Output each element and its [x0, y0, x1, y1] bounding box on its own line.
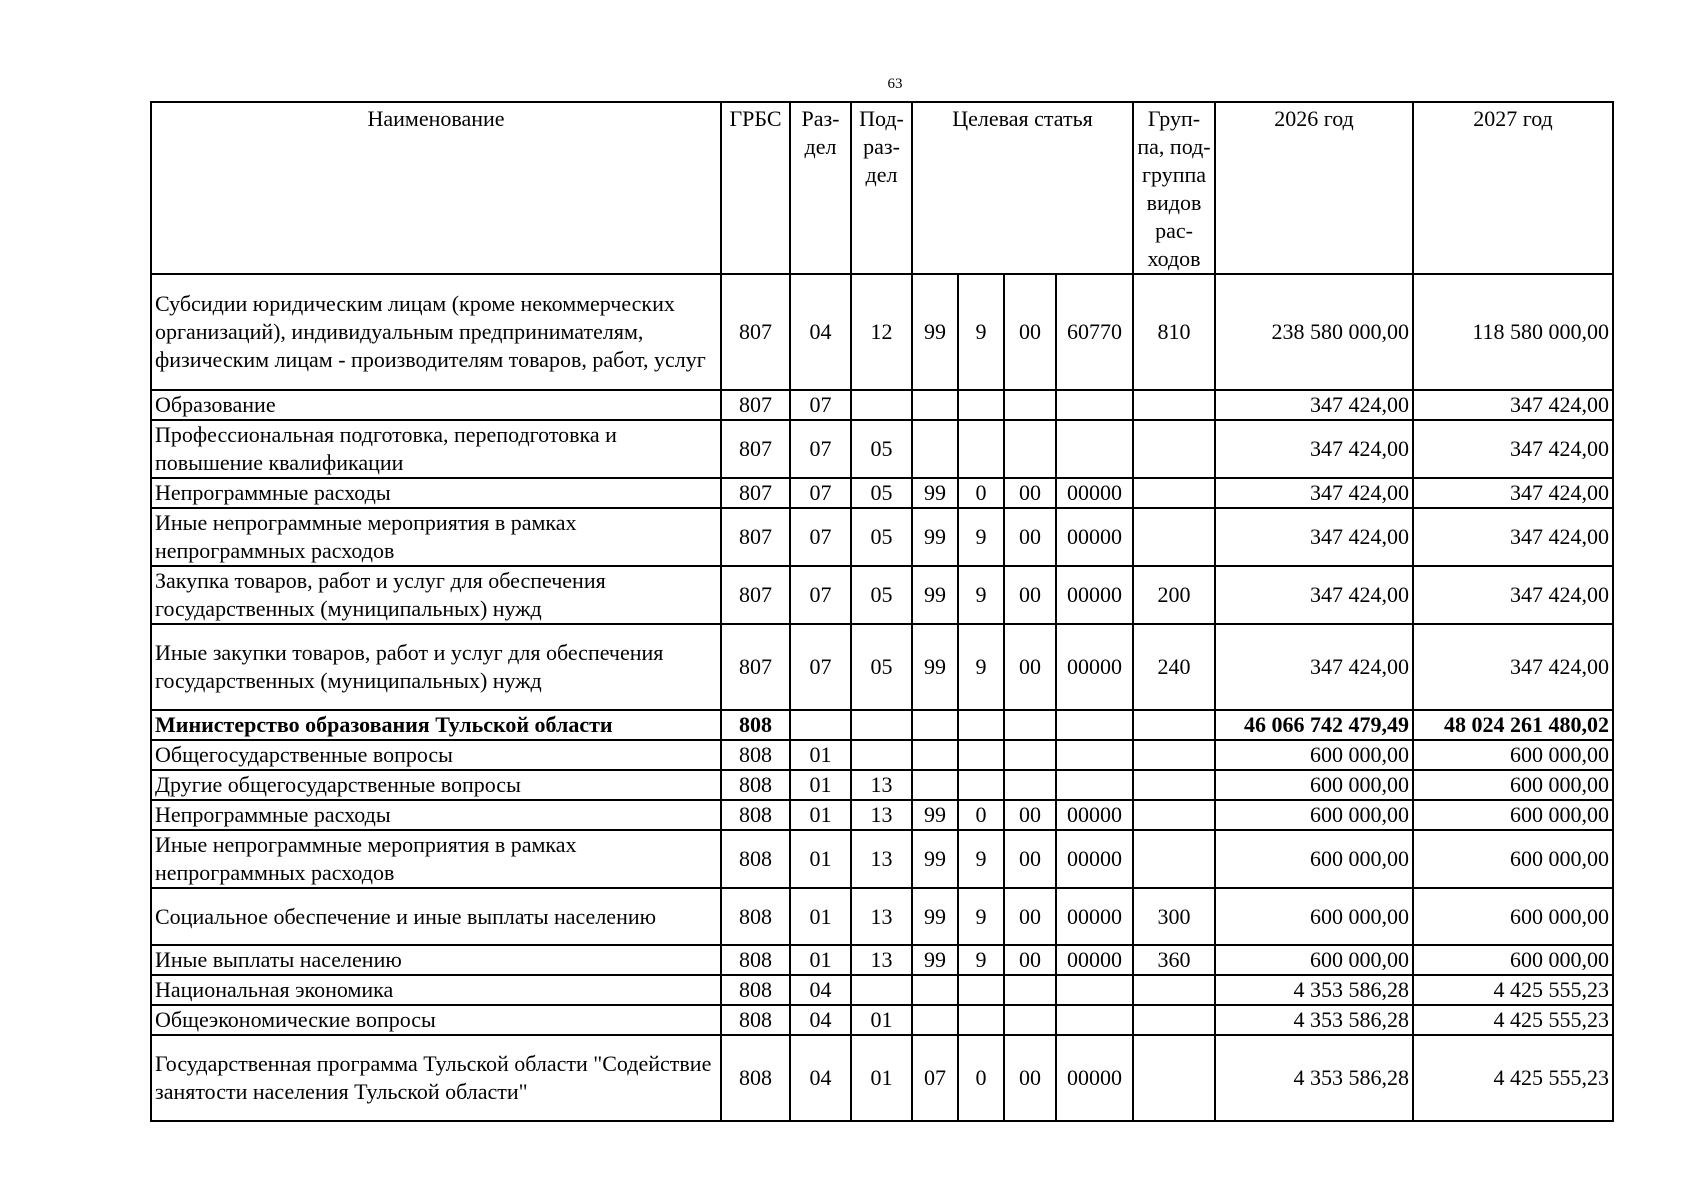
row-amount-2026: 600 000,00 — [1215, 770, 1413, 800]
row-target-program — [912, 770, 958, 800]
row-amount-2026: 347 424,00 — [1215, 390, 1413, 420]
row-target-code: 00000 — [1056, 566, 1133, 624]
header-year-2026: 2026 год — [1215, 102, 1413, 274]
row-target-direction: 00 — [1004, 800, 1056, 830]
row-amount-2027: 600 000,00 — [1413, 800, 1613, 830]
row-expense-group — [1133, 1035, 1215, 1121]
row-razdel — [790, 710, 851, 740]
row-expense-group — [1133, 508, 1215, 566]
row-grbs: 807 — [721, 624, 790, 710]
row-target-code — [1056, 420, 1133, 478]
row-amount-2027: 347 424,00 — [1413, 420, 1613, 478]
row-expense-group — [1133, 478, 1215, 508]
row-target-type: 9 — [958, 508, 1004, 566]
table-row — [151, 420, 1613, 478]
row-expense-group — [1133, 1005, 1215, 1035]
row-target-direction: 00 — [1004, 274, 1056, 390]
row-target-type: 0 — [958, 800, 1004, 830]
table-row — [151, 830, 1613, 888]
row-name: Общегосударственные вопросы — [151, 740, 721, 770]
table-row — [151, 770, 1613, 800]
row-amount-2026: 600 000,00 — [1215, 740, 1413, 770]
row-target-type: 9 — [958, 624, 1004, 710]
row-amount-2027: 4 425 555,23 — [1413, 1005, 1613, 1035]
row-podrazdel: 13 — [851, 770, 912, 800]
row-podrazdel — [851, 390, 912, 420]
row-target-code: 00000 — [1056, 508, 1133, 566]
row-target-type: 9 — [958, 945, 1004, 975]
row-name: Иные выплаты населению — [151, 945, 721, 975]
row-target-program — [912, 975, 958, 1005]
row-amount-2026: 600 000,00 — [1215, 800, 1413, 830]
row-amount-2026: 600 000,00 — [1215, 830, 1413, 888]
row-target-code: 00000 — [1056, 830, 1133, 888]
row-target-direction — [1004, 420, 1056, 478]
row-podrazdel: 05 — [851, 624, 912, 710]
table-row — [151, 478, 1613, 508]
row-amount-2026: 4 353 586,28 — [1215, 1035, 1413, 1121]
row-target-program: 99 — [912, 888, 958, 945]
row-target-direction — [1004, 390, 1056, 420]
row-grbs: 807 — [721, 478, 790, 508]
row-target-code — [1056, 740, 1133, 770]
row-razdel: 04 — [790, 274, 851, 390]
row-podrazdel — [851, 740, 912, 770]
row-amount-2026: 347 424,00 — [1215, 508, 1413, 566]
row-target-direction: 00 — [1004, 624, 1056, 710]
header-grbs: ГРБС — [721, 102, 790, 274]
row-target-code: 00000 — [1056, 800, 1133, 830]
row-name: Профессиональная подготовка, переподготовка и повышение квалификации — [151, 420, 721, 478]
row-target-type: 9 — [958, 274, 1004, 390]
row-target-program: 99 — [912, 274, 958, 390]
row-podrazdel — [851, 710, 912, 740]
row-amount-2027: 347 424,00 — [1413, 390, 1613, 420]
row-name: Закупка товаров, работ и услуг для обеспечения государственных (муниципальных) нужд — [151, 566, 721, 624]
row-grbs: 808 — [721, 888, 790, 945]
row-target-program — [912, 420, 958, 478]
row-expense-group — [1133, 390, 1215, 420]
row-target-program: 99 — [912, 945, 958, 975]
row-target-direction — [1004, 740, 1056, 770]
row-target-direction: 00 — [1004, 478, 1056, 508]
row-name: Министерство образования Тульской области — [151, 710, 721, 740]
row-amount-2026: 4 353 586,28 — [1215, 1005, 1413, 1035]
row-target-code — [1056, 975, 1133, 1005]
row-grbs: 807 — [721, 566, 790, 624]
row-name: Иные непрограммные мероприятия в рамках непрограммных расходов — [151, 508, 721, 566]
row-grbs: 808 — [721, 830, 790, 888]
row-target-type: 9 — [958, 566, 1004, 624]
row-grbs: 807 — [721, 274, 790, 390]
row-name: Иные закупки товаров, работ и услуг для обеспечения государственных (муниципальных) нужд — [151, 624, 721, 710]
row-target-direction: 00 — [1004, 888, 1056, 945]
row-amount-2026: 46 066 742 479,49 — [1215, 710, 1413, 740]
row-expense-group: 240 — [1133, 624, 1215, 710]
row-grbs: 808 — [721, 975, 790, 1005]
row-razdel: 04 — [790, 975, 851, 1005]
row-podrazdel: 05 — [851, 478, 912, 508]
row-grbs: 808 — [721, 710, 790, 740]
row-razdel: 01 — [790, 888, 851, 945]
row-target-type: 0 — [958, 1035, 1004, 1121]
row-amount-2026: 4 353 586,28 — [1215, 975, 1413, 1005]
row-razdel: 07 — [790, 624, 851, 710]
row-podrazdel: 13 — [851, 888, 912, 945]
header-target-article: Целевая статья — [912, 102, 1133, 274]
row-amount-2026: 600 000,00 — [1215, 888, 1413, 945]
table-row — [151, 624, 1613, 710]
row-razdel: 01 — [790, 945, 851, 975]
row-name: Социальное обеспечение и иные выплаты населению — [151, 888, 721, 945]
row-podrazdel: 01 — [851, 1005, 912, 1035]
row-name: Непрограммные расходы — [151, 800, 721, 830]
table-body — [151, 274, 1613, 1121]
row-expense-group — [1133, 800, 1215, 830]
row-podrazdel: 13 — [851, 800, 912, 830]
row-target-type — [958, 740, 1004, 770]
row-grbs: 808 — [721, 945, 790, 975]
row-target-code — [1056, 770, 1133, 800]
row-grbs: 808 — [721, 800, 790, 830]
table-row — [151, 800, 1613, 830]
table-row — [151, 508, 1613, 566]
row-expense-group: 200 — [1133, 566, 1215, 624]
row-target-type — [958, 420, 1004, 478]
table-row — [151, 888, 1613, 945]
table-row — [151, 390, 1613, 420]
row-amount-2027: 347 424,00 — [1413, 566, 1613, 624]
row-target-direction — [1004, 1005, 1056, 1035]
row-amount-2026: 347 424,00 — [1215, 624, 1413, 710]
budget-table — [150, 101, 1614, 1122]
row-razdel: 01 — [790, 830, 851, 888]
row-razdel: 01 — [790, 770, 851, 800]
row-target-code: 00000 — [1056, 945, 1133, 975]
row-target-program: 99 — [912, 830, 958, 888]
row-amount-2027: 347 424,00 — [1413, 478, 1613, 508]
row-grbs: 808 — [721, 770, 790, 800]
row-expense-group — [1133, 420, 1215, 478]
row-target-direction: 00 — [1004, 1035, 1056, 1121]
row-razdel: 01 — [790, 800, 851, 830]
row-target-program — [912, 390, 958, 420]
row-amount-2027: 600 000,00 — [1413, 945, 1613, 975]
row-amount-2026: 347 424,00 — [1215, 478, 1413, 508]
row-expense-group: 810 — [1133, 274, 1215, 390]
row-razdel: 01 — [790, 740, 851, 770]
table-row — [151, 945, 1613, 975]
row-amount-2027: 600 000,00 — [1413, 740, 1613, 770]
row-target-program: 99 — [912, 800, 958, 830]
page-number: 63 — [887, 76, 903, 92]
row-target-type: 9 — [958, 830, 1004, 888]
table-row — [151, 710, 1613, 740]
row-amount-2026: 347 424,00 — [1215, 420, 1413, 478]
header-name: Наименование — [151, 102, 721, 274]
row-name: Иные непрограммные мероприятия в рамках непрограммных расходов — [151, 830, 721, 888]
row-expense-group: 360 — [1133, 945, 1215, 975]
row-target-type — [958, 770, 1004, 800]
row-expense-group — [1133, 740, 1215, 770]
row-podrazdel: 05 — [851, 566, 912, 624]
row-grbs: 808 — [721, 1005, 790, 1035]
row-podrazdel: 01 — [851, 1035, 912, 1121]
row-target-direction: 00 — [1004, 945, 1056, 975]
row-target-direction — [1004, 770, 1056, 800]
row-target-code: 00000 — [1056, 478, 1133, 508]
row-razdel: 07 — [790, 420, 851, 478]
row-target-program — [912, 740, 958, 770]
row-grbs: 808 — [721, 740, 790, 770]
header-expense-group: Груп-па, под-группа видов рас-ходов — [1133, 102, 1215, 274]
row-grbs: 807 — [721, 390, 790, 420]
row-target-direction: 00 — [1004, 508, 1056, 566]
row-grbs: 808 — [721, 1035, 790, 1121]
header-row — [151, 102, 1613, 274]
row-grbs: 807 — [721, 508, 790, 566]
row-name: Субсидии юридическим лицам (кроме некоммерческих организаций), индивидуальным предпринимателям, физическим лицам - производителям товаров, работ, услуг — [151, 274, 721, 390]
row-amount-2026: 238 580 000,00 — [1215, 274, 1413, 390]
row-target-program: 99 — [912, 624, 958, 710]
row-razdel: 07 — [790, 478, 851, 508]
row-podrazdel — [851, 975, 912, 1005]
row-amount-2027: 600 000,00 — [1413, 830, 1613, 888]
row-target-code: 00000 — [1056, 1035, 1133, 1121]
header-razdel: Раз-дел — [790, 102, 851, 274]
row-razdel: 07 — [790, 390, 851, 420]
row-target-program: 99 — [912, 508, 958, 566]
row-amount-2027: 4 425 555,23 — [1413, 1035, 1613, 1121]
table-row — [151, 1005, 1613, 1035]
row-target-code — [1056, 1005, 1133, 1035]
row-amount-2027: 48 024 261 480,02 — [1413, 710, 1613, 740]
row-expense-group — [1133, 710, 1215, 740]
row-target-program: 07 — [912, 1035, 958, 1121]
row-podrazdel: 13 — [851, 830, 912, 888]
row-amount-2027: 600 000,00 — [1413, 888, 1613, 945]
row-target-type — [958, 1005, 1004, 1035]
row-expense-group: 300 — [1133, 888, 1215, 945]
row-amount-2027: 347 424,00 — [1413, 624, 1613, 710]
row-name: Национальная экономика — [151, 975, 721, 1005]
row-razdel: 04 — [790, 1035, 851, 1121]
row-target-code — [1056, 390, 1133, 420]
table-row — [151, 274, 1613, 390]
table-row — [151, 975, 1613, 1005]
row-target-type: 0 — [958, 478, 1004, 508]
row-target-code — [1056, 710, 1133, 740]
header-podrazdel: Под-раз-дел — [851, 102, 912, 274]
row-target-program: 99 — [912, 478, 958, 508]
row-name: Непрограммные расходы — [151, 478, 721, 508]
row-target-code: 00000 — [1056, 624, 1133, 710]
row-name: Общеэкономические вопросы — [151, 1005, 721, 1035]
row-grbs: 807 — [721, 420, 790, 478]
row-target-program — [912, 710, 958, 740]
row-target-program: 99 — [912, 566, 958, 624]
row-target-direction — [1004, 975, 1056, 1005]
row-target-code: 60770 — [1056, 274, 1133, 390]
row-razdel: 07 — [790, 566, 851, 624]
row-name: Другие общегосударственные вопросы — [151, 770, 721, 800]
row-razdel: 07 — [790, 508, 851, 566]
row-target-program — [912, 1005, 958, 1035]
header-year-2027: 2027 год — [1413, 102, 1613, 274]
row-amount-2026: 600 000,00 — [1215, 945, 1413, 975]
row-name: Государственная программа Тульской области "Содействие занятости населения Тульской области" — [151, 1035, 721, 1121]
row-target-type — [958, 390, 1004, 420]
row-podrazdel: 05 — [851, 420, 912, 478]
row-target-type: 9 — [958, 888, 1004, 945]
row-target-type — [958, 710, 1004, 740]
row-amount-2027: 600 000,00 — [1413, 770, 1613, 800]
row-podrazdel: 12 — [851, 274, 912, 390]
row-amount-2026: 347 424,00 — [1215, 566, 1413, 624]
row-expense-group — [1133, 830, 1215, 888]
row-podrazdel: 05 — [851, 508, 912, 566]
row-podrazdel: 13 — [851, 945, 912, 975]
row-amount-2027: 347 424,00 — [1413, 508, 1613, 566]
row-target-code: 00000 — [1056, 888, 1133, 945]
row-target-type — [958, 975, 1004, 1005]
row-target-direction: 00 — [1004, 830, 1056, 888]
row-expense-group — [1133, 770, 1215, 800]
row-amount-2027: 118 580 000,00 — [1413, 274, 1613, 390]
table-row — [151, 1035, 1613, 1121]
table-row — [151, 740, 1613, 770]
row-target-direction: 00 — [1004, 566, 1056, 624]
row-target-direction — [1004, 710, 1056, 740]
table-row — [151, 566, 1613, 624]
row-razdel: 04 — [790, 1005, 851, 1035]
row-name: Образование — [151, 390, 721, 420]
row-amount-2027: 4 425 555,23 — [1413, 975, 1613, 1005]
row-expense-group — [1133, 975, 1215, 1005]
